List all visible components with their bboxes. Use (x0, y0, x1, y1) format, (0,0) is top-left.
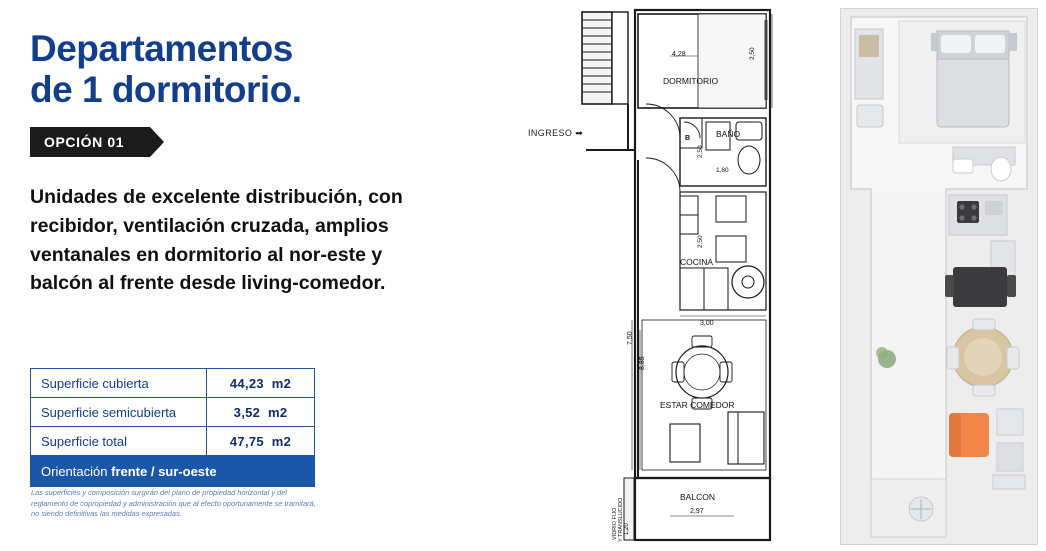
dim-250-a: 2,50 (749, 47, 756, 60)
dim-180: 1,80 (716, 167, 729, 174)
room-label-estar-comedor: ESTAR COMEDOR (660, 400, 735, 410)
surface-covered-value (207, 369, 315, 398)
room-label-cocina: COCINA (680, 257, 714, 267)
room-label-balcon: BALCON (680, 492, 715, 502)
dim-428: 4,28 (672, 51, 686, 58)
dim-250-b: 2,50 (697, 145, 704, 158)
page-title (30, 28, 450, 111)
surface-semicovered-value (207, 398, 315, 427)
surface-covered-unit: m2 (271, 375, 292, 391)
surface-semicovered-unit: m2 (268, 404, 288, 420)
room-label-dormitorio: DORMITORIO (663, 76, 719, 86)
table-row (31, 369, 315, 398)
orientation-row (31, 456, 315, 487)
dim-297: 2,97 (690, 508, 704, 515)
balcony-note-2: Y TRANSLUCIDO (618, 497, 624, 542)
floorplan (520, 0, 820, 551)
legal-fineprint: Las superficies y composición surgirán del plano de propiedad horizontal y del reglamento de copropiedad y administración que al efecto oportunamente se tramitará, no siendo definitivas las medidas expresadas. (31, 488, 316, 519)
option-badge-label: OPCIÓN (44, 133, 103, 150)
orientation-cell (31, 456, 315, 487)
floorplan-drawing (520, 0, 820, 551)
title-line-1: Departamentos (30, 28, 293, 69)
room-label-bano: BAÑO (716, 129, 741, 139)
entry-label: INGRESO (528, 128, 573, 138)
orientation-label: Orientación (41, 463, 108, 479)
dim-885: 8,85 (639, 356, 646, 370)
surface-total-number: 47,75 (229, 433, 264, 449)
option-badge (30, 127, 150, 157)
orientation-value: frente / sur-oeste (111, 463, 217, 479)
surface-total-value (207, 427, 315, 456)
dim-300: 3,00 (700, 320, 714, 327)
left-info-panel (30, 28, 450, 298)
dim-750: 7,50 (627, 331, 634, 345)
bath-marker: B (685, 135, 691, 142)
table-row (31, 427, 315, 456)
entry-label-wrap (528, 128, 583, 139)
description-text: Unidades de excelente distribución, con recibidor, ventilación cruzada, amplios ventanales en dormitorio al nor-este y balcón al frente desde living-comedor. (30, 185, 403, 295)
surface-total-label: Superficie total (31, 427, 207, 456)
surface-semicovered-label: Superficie semicubierta (31, 398, 207, 427)
surface-semicovered-number: 3,52 (233, 404, 261, 420)
surface-table (30, 368, 315, 487)
title-line-2: de 1 dormitorio. (30, 69, 302, 111)
dim-120: 1,20 (624, 523, 630, 535)
entry-arrow-icon: ➡ (575, 128, 584, 138)
surface-covered-label: Superficie cubierta (31, 369, 207, 398)
balcony-note-1: VIDRIO FIJO (612, 507, 618, 540)
dim-250-c: 2,50 (697, 235, 704, 248)
3d-render-view (840, 8, 1038, 545)
render-illustration (841, 9, 1037, 544)
table-row (31, 398, 315, 427)
option-badge-number: 01 (107, 133, 125, 150)
surface-covered-number: 44,23 (229, 375, 264, 391)
surface-total-unit: m2 (271, 433, 292, 449)
